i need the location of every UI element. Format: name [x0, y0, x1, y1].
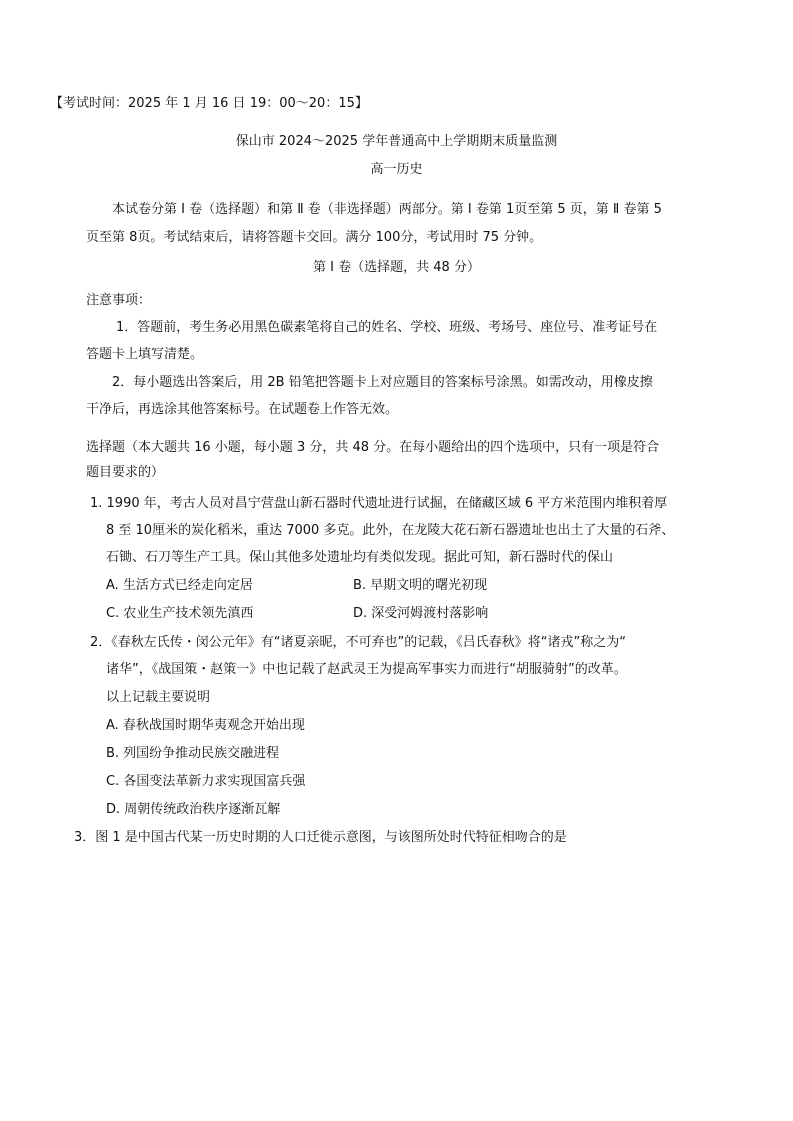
q1-option-c: C. 农业生产技术领先滇西 [106, 606, 254, 621]
q1-stem-line-1: 1. 1990 年，考古人员对昌宁营盘山新石器时代遗址进行试掘，在储藏区域 6 平方米范围内堆积着厚 [90, 496, 668, 511]
q2-option-a: A. 春秋战国时期华夷观念开始出现 [106, 718, 305, 733]
exam-title: 保山市 2024～2025 学年普通高中上学期期末质量监测 [235, 134, 558, 149]
q2-option-b: B. 列国纷争推动民族交融进程 [106, 746, 280, 761]
exam-subject: 高一历史 [370, 162, 423, 177]
intro-line-2: 页至第 8页。考试结束后，请将答题卡交回。满分 100分，考试用时 75 分钟。 [86, 230, 543, 245]
choice-intro-line-1: 选择题（本大题共 16 小题，每小题 3 分，共 48 分。在每小题给出的四个选项中，只有一项是符合 [86, 440, 660, 455]
q2-stem-line-1: 2．《春秋左氏传・闵公元年》有“诸夏亲昵，不可弃也”的记载，《吕氏春秋》将“诸戎”称之为“ [90, 635, 626, 650]
notes-heading: 注意事项： [86, 293, 152, 308]
note-1-line-1: 1．答题前，考生务必用黑色碳素笔将自己的姓名、学校、班级、考场号、座位号、准考证号在 [116, 320, 658, 335]
note-1-line-2: 答题卡上填写清楚。 [86, 347, 204, 362]
q3-stem-line-1: 3．图 1 是中国古代某一历史时期的人口迁徙示意图，与该图所处时代特征相吻合的是 [74, 830, 567, 845]
q1-option-a: A. 生活方式已经走向定居 [106, 578, 253, 593]
intro-line-1: 本试卷分第 Ⅰ 卷（选择题）和第 Ⅱ 卷（非选择题）两部分。第 Ⅰ 卷第 1页至第 5 页，第 Ⅱ 卷第 5 [112, 202, 662, 217]
exam-time: 【考试时间：2025 年 1 月 16 日 19：00～20：15】 [50, 96, 368, 111]
q2-stem-line-3: 以上记载主要说明 [106, 690, 211, 705]
choice-intro-line-2: 题目要求的） [86, 465, 165, 480]
q2-stem-line-2: 诸华”，《战国策・赵策一》中也记载了赵武灵王为提高军事实力而进行“胡服骑射”的改革。 [106, 662, 627, 677]
section-title: 第 Ⅰ 卷（选择题，共 48 分） [313, 260, 480, 275]
note-2-line-1: 2．每小题选出答案后，用 2B 铅笔把答题卡上对应题目的答案标号涂黑。如需改动，用橡皮擦 [112, 375, 653, 390]
q1-option-b: B. 早期文明的曙光初现 [353, 578, 488, 593]
q1-stem-line-2: 8 至 10厘米的炭化稻米，重达 7000 多克。此外，在龙陵大花石新石器遗址也出土了大量的石斧、 [106, 523, 675, 538]
note-2-line-2: 干净后，再选涂其他答案标号。在试题卷上作答无效。 [86, 402, 399, 417]
q1-option-d: D. 深受河姆渡村落影响 [353, 606, 489, 621]
q1-stem-line-3: 石锄、石刀等生产工具。保山其他多处遗址均有类似发现。据此可知，新石器时代的保山 [106, 550, 614, 565]
q2-option-c: C. 各国变法革新力求实现国富兵强 [106, 774, 306, 789]
q2-option-d: D. 周朝传统政治秩序逐渐瓦解 [106, 802, 281, 817]
